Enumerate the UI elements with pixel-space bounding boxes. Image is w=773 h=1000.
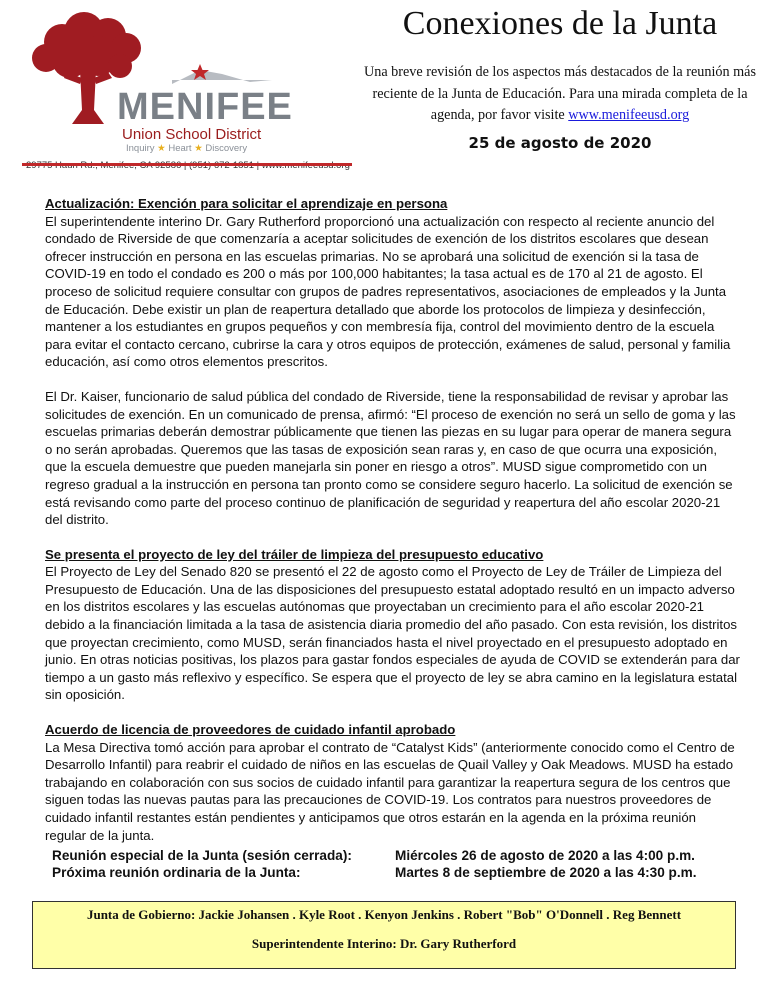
tagline-item: Inquiry: [126, 143, 155, 154]
mountain-shape: [172, 70, 272, 84]
section-budget-bill: [45, 546, 740, 704]
meeting-label: Reunión especial de la Junta (sesión cerrada):: [52, 848, 352, 863]
section-childcare-agreement: [45, 721, 740, 844]
newsletter-body: [45, 195, 740, 861]
section-heading: Se presenta el proyecto de ley del tráiler de limpieza del presupuesto educativo: [45, 546, 544, 562]
section-waiver-update: [45, 195, 740, 529]
board-members-box: [32, 901, 736, 969]
star-icon: ★: [194, 143, 203, 154]
intro-sentence: Una breve revisión de los aspectos más destacados de la reunión más reciente de la Junta de Educación. Para una mirada completa de la agenda, por favor visite: [363, 64, 756, 123]
section-paragraph: El Proyecto de Ley del Senado 820 se presentó el 22 de agosto como el Proyecto de Ley de Tráiler de Limpieza del Presupuesto de Educación. Una de las disposiciones del presupuesto estatal adoptado resultó en un impacto adverso en los distritos escolares y las escuelas autónomas que proyectaban un crecimiento para el año escolar 2020-21 debido a la financiación limitada a la tasa de asistencia diaria promedio del año pasado. Con esta revisión, los distritos que proyectan crecimiento, como MUSD, serán financiados hasta el nivel proyectado en el presupuesto adoptado en junio. En otras noticias positivas, los plazos para gastar fondos especiales de ayuda de COVID se extenderán para dar tiempo a un gasto más reflexivo y específico. Se espera que el proyecto de ley se abra camino en la legislatura estatal sin oposición.: [45, 564, 740, 703]
board-members: Junta de Gobierno: Jackie Johansen . Kyle Root . Kenyon Jenkins . Robert "Bob" O'Donnell . Reg Bennett: [86, 907, 682, 922]
upcoming-meetings: [52, 847, 742, 881]
meeting-row: [52, 847, 742, 864]
meeting-date: 25 de agosto de 2020: [468, 134, 652, 152]
page-title: Conexiones de la Junta: [402, 5, 718, 42]
masthead: [360, 4, 760, 127]
section-heading: Actualización: Exención para solicitar el aprendizaje en persona: [45, 196, 448, 211]
meeting-label: Próxima reunión ordinaria de la Junta:: [52, 865, 301, 880]
tagline-item: Discovery: [205, 143, 248, 154]
district-website-link[interactable]: www.menifeeusd.org: [568, 107, 690, 123]
section-paragraph: El Dr. Kaiser, funcionario de salud pública del condado de Riverside, tiene la responsabilidad de revisar y aprobar las solicitudes de exención. En un comunicado de prensa, afirmó: “El proceso de exención no será un sello de goma y las escuelas primarias deberán demostrar públicamente que tienen las piezas en su lugar para operar de manera segura o no serán aprobadas. Queremos que las tasas de exposición sean raras y, en caso de que ocurra una exposición, que la escuela demuestre que pueden manejarla sin poner en riesgo a otros”. MUSD sigue comprometido con un regreso gradual a la instrucción en persona tan pronto como se considere seguro hacerlo. La solicitud de exención se está revisando como parte del proceso continuo de planificación de seguridad y reapertura del año escolar 2020-21 del distrito.: [45, 388, 736, 528]
meeting-time: Miércoles 26 de agosto de 2020 a las 4:00 p.m.: [395, 848, 695, 863]
logo-subtitle: Union School District: [122, 126, 262, 143]
section-heading: Acuerdo de licencia de proveedores de cuidado infantil aprobado: [45, 722, 456, 738]
intro-text: [360, 62, 760, 127]
district-logo: [22, 12, 367, 162]
meeting-time: Martes 8 de septiembre de 2020 a las 4:30 p.m.: [395, 865, 697, 880]
section-paragraph: La Mesa Directiva tomó acción para aprobar el contrato de “Catalyst Kids” (anteriormente conocido como el Centro de Desarrollo Infantil) para reabrir el cuidado de niños en las escuelas de Quail Valley y Oak Meadows. MUSD ha estado trabajando en colaboración con sus socios de cuidado infantil para garantizar la reapertura segura de los centros que siguen todas las nuevas pautas para las precauciones de COVID-19. Los contratos para nuestros proveedores de cuidado infantil restantes están pendientes y anticipamos que otros estarán en la agenda en la próxima reunión regular de la junta.: [45, 739, 735, 843]
meeting-row: [52, 864, 742, 881]
section-paragraph: El superintendente interino Dr. Gary Rutherford proporcionó una actualización con respecto al reciente anuncio del condado de Riverside de que comenzaría a aceptar solicitudes de exención de los distritos escolares que desean ofrecer instrucción en persona en las escuelas primarias. No se aprobará una solicitud de exención si la tasa de COVID-19 en todo el condado es 200 o más por 100,000 habitantes; la tasa actual es de 170 al 21 de agosto. El proceso de solicitud requiere consultar con grupos de padres representativos, asociaciones de empleados y la Junta de Educación. Debe existir un plan de reapertura detallado que aborde los protocolos de limpieza y desinfección, mantener a los estudiantes en grupos pequeños y con membresía fija, control del movimiento dentro de la escuela para evitar el contacto cercano, cubrirse la cara y otros equipos de protección, exámenes de salud, personal y familia educación, así como otros elementos prescritos.: [45, 213, 731, 370]
star-icon: ★: [157, 143, 166, 154]
header-divider: [22, 163, 352, 166]
logo-name: MENIFEE: [117, 86, 293, 128]
superintendent: Superintendente Interino: Dr. Gary Rutherford: [251, 936, 517, 951]
tagline-item: Heart: [168, 143, 192, 154]
logo-tagline: [126, 143, 247, 154]
